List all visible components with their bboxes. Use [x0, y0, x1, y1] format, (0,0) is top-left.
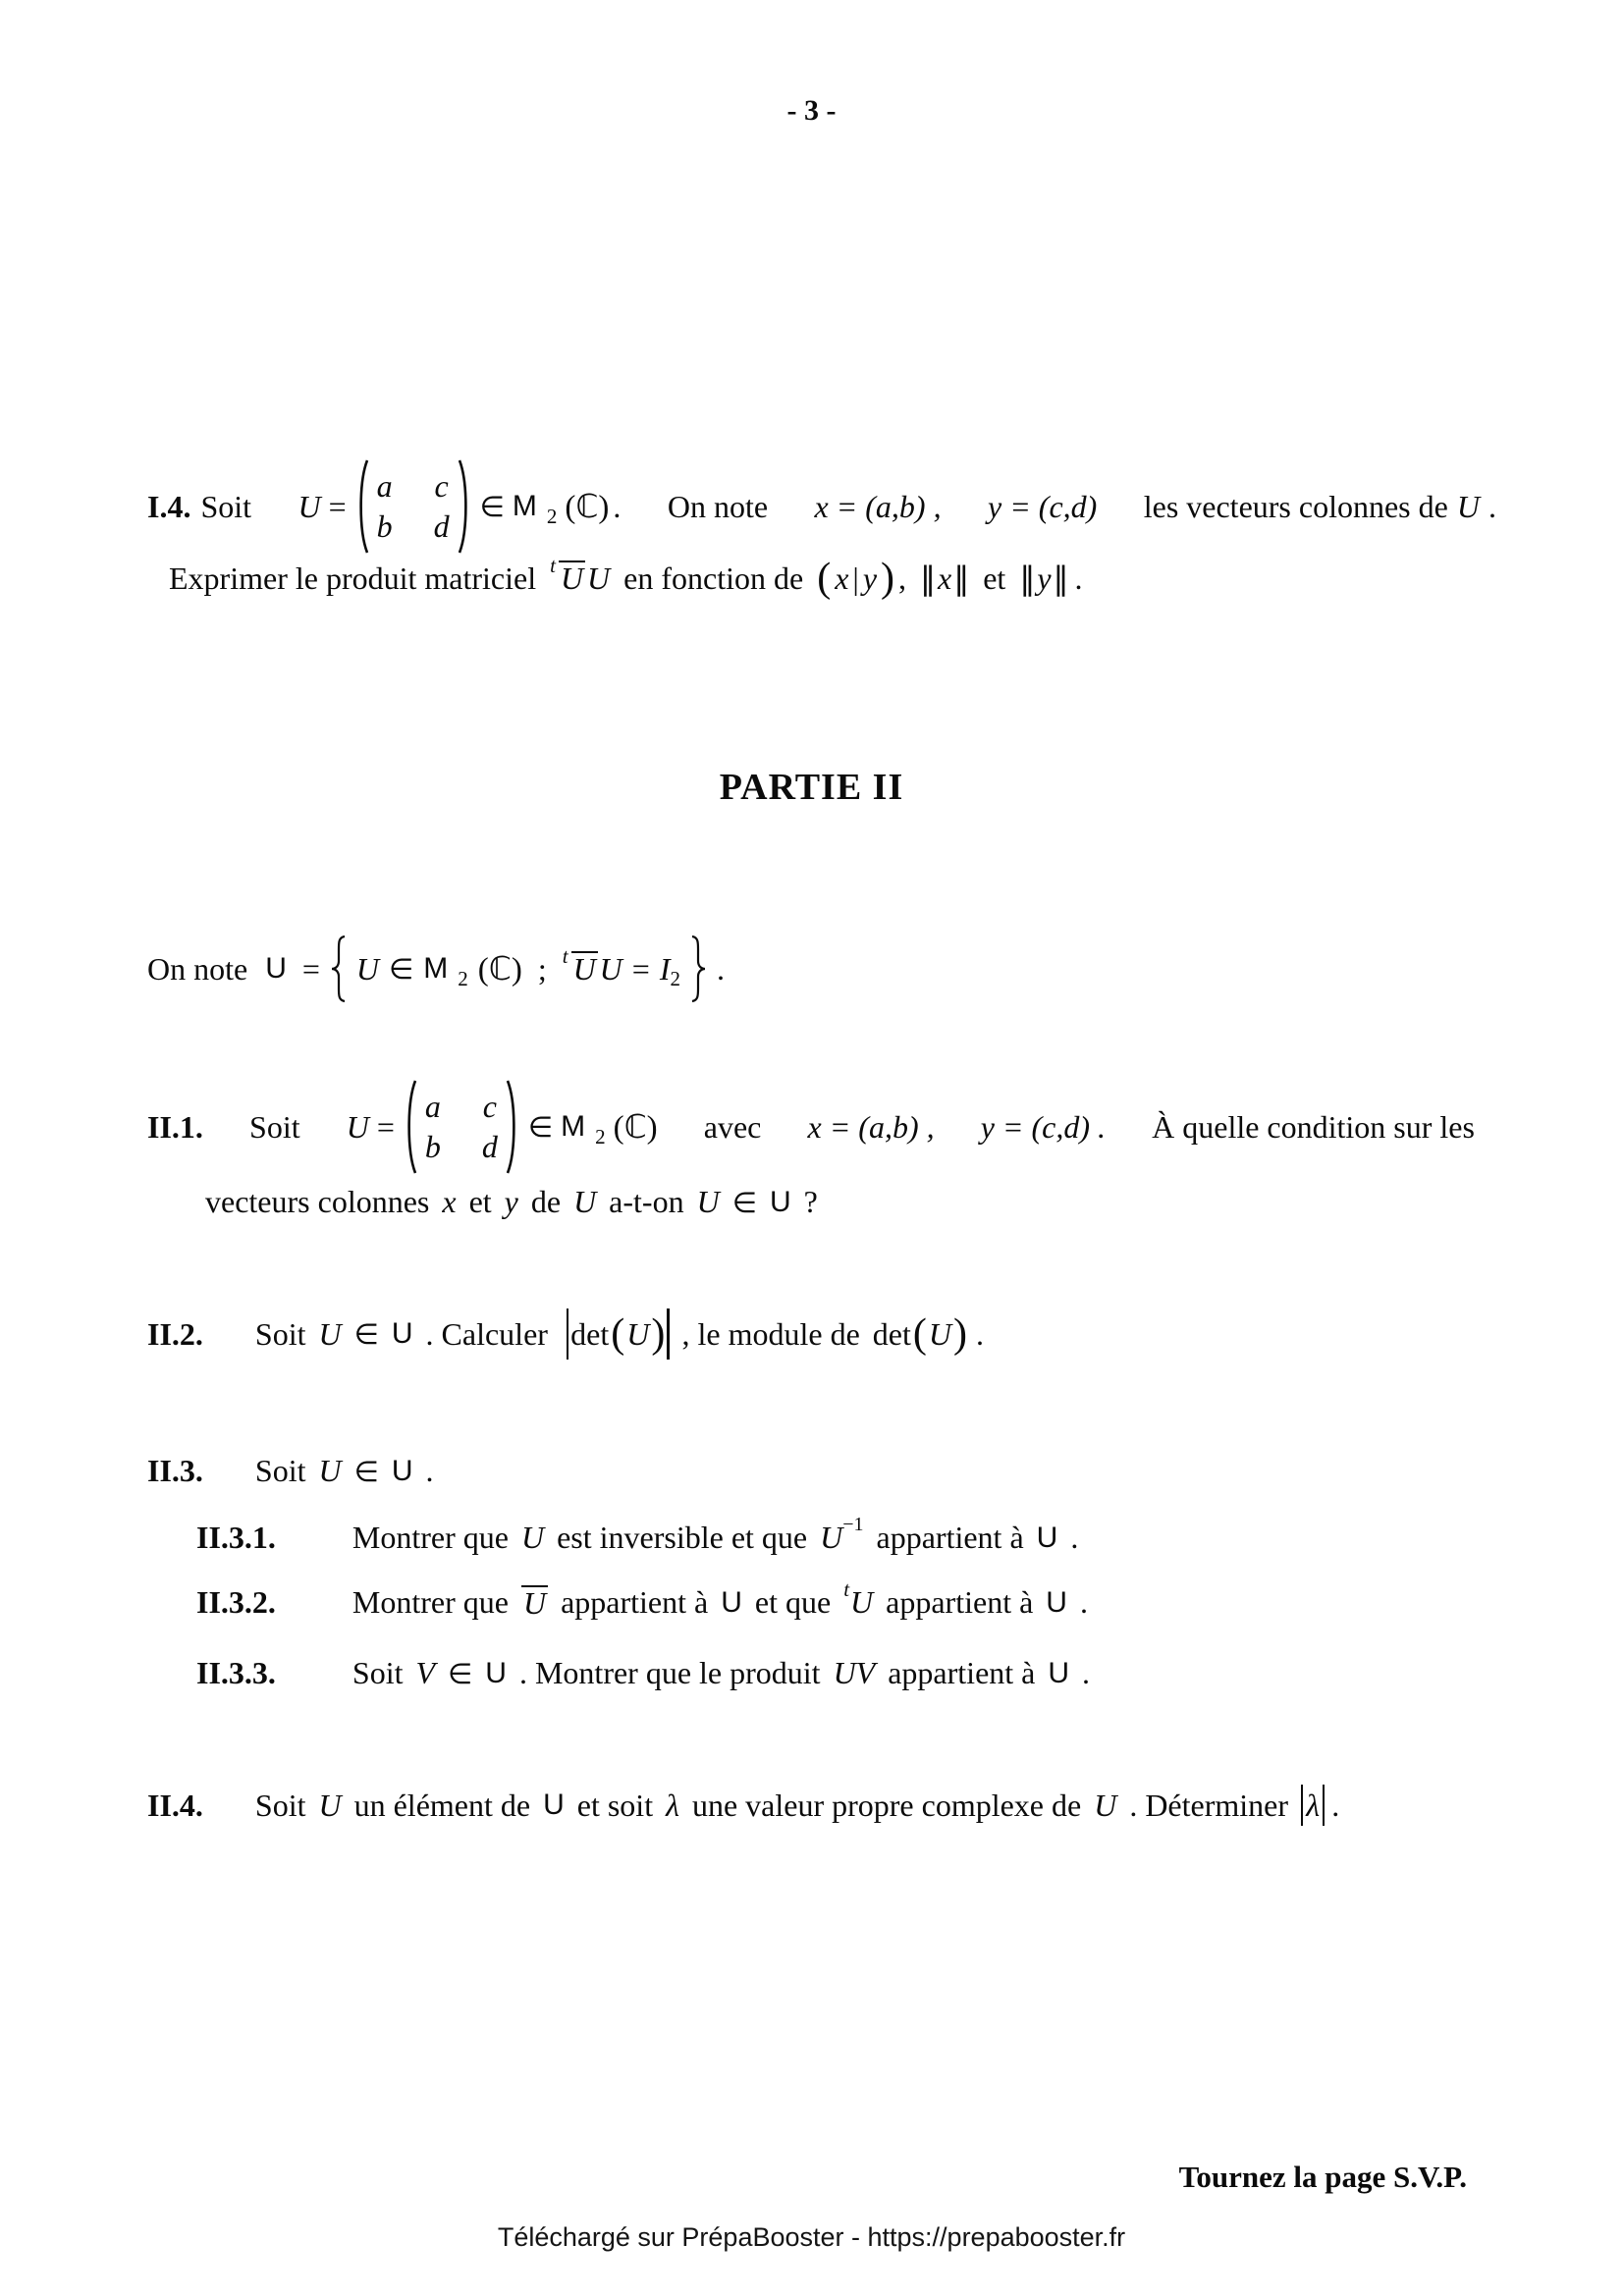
question-ii2-label: II.2. — [147, 1315, 203, 1352]
phrase: Exprimer le produit matriciel — [169, 560, 537, 596]
word: avec — [703, 1108, 762, 1145]
question-ii4-line — [147, 1781, 1339, 1830]
element-of-symbol: ∈ — [389, 952, 414, 986]
element-of-symbol: ∈ — [527, 1110, 554, 1144]
word: Soit — [254, 1315, 306, 1352]
left-paren-glyph — [403, 1078, 417, 1176]
matrix-cell: c — [482, 1089, 497, 1125]
semicolon: ; — [537, 950, 547, 987]
left-paren-glyph — [354, 457, 369, 556]
math-var: y — [504, 1184, 518, 1219]
phrase: et soit — [576, 1787, 654, 1823]
abs-bar — [1323, 1785, 1325, 1826]
question-ii1-line2 — [205, 1184, 818, 1220]
abs-bar — [667, 1308, 669, 1360]
question-ii1-label: II.1. — [147, 1108, 203, 1145]
subscript: 2 — [670, 966, 680, 990]
question-i4-label: I.4. — [147, 488, 191, 524]
det-formula: det ( U ) — [872, 1311, 967, 1357]
question-ii31-line — [196, 1514, 1079, 1556]
matrix-cell: d — [433, 507, 450, 544]
phrase: une valeur propre complexe de — [691, 1787, 1082, 1823]
question-i4-line2 — [169, 553, 1083, 601]
y-definition: y = (c,d) . — [980, 1108, 1107, 1145]
math-var: U — [696, 1184, 720, 1219]
question-ii3-line — [147, 1453, 434, 1489]
period: . — [716, 950, 725, 987]
conjugate-transpose-formula — [550, 553, 611, 597]
period: . — [975, 1315, 984, 1352]
period: . — [1074, 560, 1083, 596]
math-var: y — [1037, 560, 1052, 596]
abs-bar — [567, 1308, 568, 1360]
norm-bars: ‖ — [1053, 560, 1069, 597]
unitary-set-symbol: U — [265, 952, 287, 985]
phrase: Montrer que — [352, 1584, 509, 1620]
question-ii4-label: II.4. — [147, 1787, 203, 1823]
conjugate-u: U — [572, 951, 596, 988]
abs-det-formula: det ( U ) — [567, 1308, 670, 1360]
period: . — [1079, 1584, 1088, 1620]
question-ii33-line — [196, 1655, 1090, 1691]
equals-sign: = — [631, 950, 650, 987]
phrase: On note — [147, 950, 248, 987]
matrix-cell: a — [424, 1089, 441, 1125]
math-var: U — [355, 950, 380, 987]
question-ii3-label: II.3. — [147, 1453, 203, 1488]
det-operator: det — [570, 1315, 610, 1352]
unitary-set-symbol: U — [485, 1656, 507, 1689]
element-of-symbol: ∈ — [353, 1454, 379, 1488]
matrix-2x2 — [425, 1090, 498, 1163]
phrase-group — [1144, 489, 1496, 525]
norm-bars: ‖ — [953, 560, 970, 597]
question-ii1-line1 — [147, 1078, 1475, 1176]
x-definition: x = (a,b) , — [814, 488, 942, 524]
phrase: et que — [754, 1584, 832, 1620]
element-of-symbol: ∈ — [353, 1317, 379, 1351]
transpose-formula — [843, 1577, 874, 1621]
set-definition-line — [147, 927, 725, 1011]
math-var: x — [938, 560, 952, 596]
equals-sign: = — [301, 950, 320, 987]
unitary-set-symbol: U — [1036, 1521, 1058, 1554]
matrix-definition-formula — [298, 457, 621, 556]
math-var: U — [318, 1787, 342, 1823]
math-var: x — [442, 1184, 457, 1219]
subscript: 2 — [546, 504, 558, 528]
question-ii32-line — [196, 1577, 1088, 1621]
subscript: 2 — [458, 966, 468, 990]
page-number: - 3 - — [786, 94, 837, 127]
download-footer-row — [0, 2222, 1623, 2253]
math-var: U — [599, 950, 622, 987]
equals-sign: = — [376, 1108, 395, 1145]
math-var: V — [415, 1655, 436, 1690]
unitary-set-symbol: U — [391, 1317, 413, 1350]
math-var: U — [318, 1315, 342, 1352]
math-var: U — [1456, 488, 1480, 524]
math-var: U — [298, 488, 321, 524]
equals-sign: = — [328, 488, 347, 524]
phrase: est inversible et que — [557, 1520, 808, 1555]
transpose-superscript: t — [562, 943, 568, 968]
period: . — [1331, 1787, 1340, 1823]
period: . — [425, 1453, 434, 1488]
unitary-set-symbol: U — [1046, 1585, 1067, 1619]
math-var: U — [520, 1520, 545, 1555]
inverse-formula — [820, 1514, 864, 1556]
phrase: en fonction de — [623, 560, 804, 596]
math-var: UV — [833, 1655, 876, 1690]
element-of-symbol: ∈ — [479, 490, 505, 523]
matrix-cell: b — [424, 1128, 441, 1164]
lambda-symbol: λ — [1306, 1787, 1321, 1823]
transpose-superscript: t — [550, 553, 556, 577]
word: de — [530, 1184, 562, 1219]
norm-bars: ‖ — [920, 560, 937, 597]
complex-set: (ℂ) — [477, 952, 522, 988]
turn-page-notice: Tournez la page S.V.P. — [1178, 2160, 1467, 2194]
word: a-t-on — [609, 1184, 684, 1219]
phrase: les vecteurs colonnes de — [1143, 488, 1448, 524]
question-mark: ? — [803, 1184, 818, 1219]
word: Soit — [352, 1655, 404, 1690]
abs-bar — [1301, 1785, 1303, 1826]
question-ii32-label: II.3.2. — [196, 1584, 276, 1620]
vertical-bar: | — [852, 560, 859, 596]
period: . — [1070, 1520, 1079, 1555]
identity-formula — [660, 951, 680, 988]
right-paren-glyph — [458, 457, 472, 556]
matrix-cell: d — [481, 1128, 498, 1164]
phrase: appartient à — [876, 1520, 1024, 1555]
question-ii31-label: II.3.1. — [196, 1520, 276, 1555]
math-var: U — [850, 1584, 874, 1620]
section-heading-row — [0, 766, 1623, 809]
phrase: On note — [667, 488, 769, 524]
complex-set: (ℂ) — [613, 1110, 658, 1146]
math-var: U — [928, 1315, 951, 1352]
period: . — [1082, 1655, 1091, 1690]
norm-y-formula — [1019, 560, 1068, 597]
question-i4-line1 — [147, 457, 1496, 556]
phrase: . Déterminer — [1129, 1787, 1289, 1823]
unitary-set-symbol: U — [1048, 1656, 1070, 1689]
complex-set: (ℂ) — [565, 490, 610, 525]
x-definition: x = (a,b) , — [807, 1108, 935, 1145]
phrase: appartient à — [561, 1584, 709, 1620]
norm-x-formula — [920, 560, 969, 597]
word: Soit — [200, 488, 252, 524]
transpose-superscript: t — [843, 1577, 850, 1601]
element-of-symbol: ∈ — [448, 1656, 473, 1690]
matrix-2x2 — [377, 469, 450, 543]
period: . — [613, 488, 622, 524]
phrase: À quelle condition sur les — [1152, 1108, 1475, 1145]
word: Soit — [254, 1453, 306, 1488]
download-footer-text: Téléchargé sur PrépaBooster - https://prepabooster.fr — [497, 2222, 1126, 2252]
matrix-cell: a — [376, 468, 393, 505]
conjugate-u: U — [560, 561, 584, 597]
question-i4-label-group — [147, 489, 251, 525]
word: Soit — [254, 1787, 306, 1823]
unitary-set-symbol: U — [721, 1585, 742, 1619]
matrix-space-symbol: M — [561, 1110, 586, 1143]
period: . — [1488, 488, 1496, 524]
unitary-set-symbol: U — [391, 1454, 413, 1487]
phrase: un élément de — [353, 1787, 531, 1823]
right-brace-glyph — [690, 934, 707, 1003]
exponent: −1 — [842, 1514, 864, 1535]
math-var: U — [626, 1315, 650, 1352]
phrase: appartient à — [886, 1584, 1034, 1620]
math-var: U — [1094, 1787, 1117, 1823]
math-var: U — [346, 1108, 369, 1145]
conjugate-u: U — [522, 1584, 547, 1621]
element-of-symbol: ∈ — [731, 1185, 757, 1219]
math-var: U — [587, 560, 611, 596]
norm-bars: ‖ — [1019, 560, 1036, 597]
matrix-cell: c — [434, 468, 449, 505]
math-var: U — [318, 1453, 342, 1488]
matrix-space-symbol: M — [512, 490, 537, 522]
word: et — [468, 1184, 492, 1219]
math-var: U — [820, 1520, 843, 1555]
lambda-symbol: λ — [666, 1787, 679, 1823]
conjugate-transpose-formula — [562, 943, 622, 988]
phrase: , le module de — [681, 1315, 860, 1352]
turn-page-row — [1179, 2160, 1467, 2195]
math-var: x — [835, 560, 849, 596]
question-ii2-line — [147, 1306, 984, 1362]
right-paren-glyph — [506, 1078, 520, 1176]
identity-symbol: I — [659, 950, 671, 987]
question-ii33-label: II.3.3. — [196, 1655, 276, 1690]
y-definition: y = (c,d) — [987, 488, 1098, 524]
left-brace-glyph — [330, 934, 347, 1003]
page-number-row — [0, 94, 1623, 128]
math-var: y — [862, 560, 878, 596]
phrase: Montrer que — [352, 1520, 509, 1555]
word: Soit — [249, 1108, 300, 1145]
matrix-space-symbol: M — [423, 952, 449, 985]
phrase: vecteurs colonnes — [205, 1184, 430, 1219]
comma: , — [898, 560, 907, 596]
det-operator: det — [872, 1315, 911, 1352]
phrase: . Calculer — [425, 1315, 548, 1352]
unitary-set-symbol: U — [769, 1185, 791, 1218]
phrase: . Montrer que le produit — [518, 1655, 821, 1690]
matrix-definition-formula — [347, 1078, 658, 1176]
abs-lambda-formula — [1301, 1785, 1325, 1826]
math-var: U — [573, 1184, 597, 1219]
section-heading: PARTIE II — [719, 767, 904, 808]
subscript: 2 — [595, 1124, 606, 1148]
word: et — [983, 560, 1006, 596]
matrix-cell: b — [376, 507, 393, 544]
phrase: appartient à — [888, 1655, 1036, 1690]
inner-product-formula: ( x | y ) , — [817, 556, 907, 601]
unitary-set-symbol: U — [543, 1789, 565, 1821]
